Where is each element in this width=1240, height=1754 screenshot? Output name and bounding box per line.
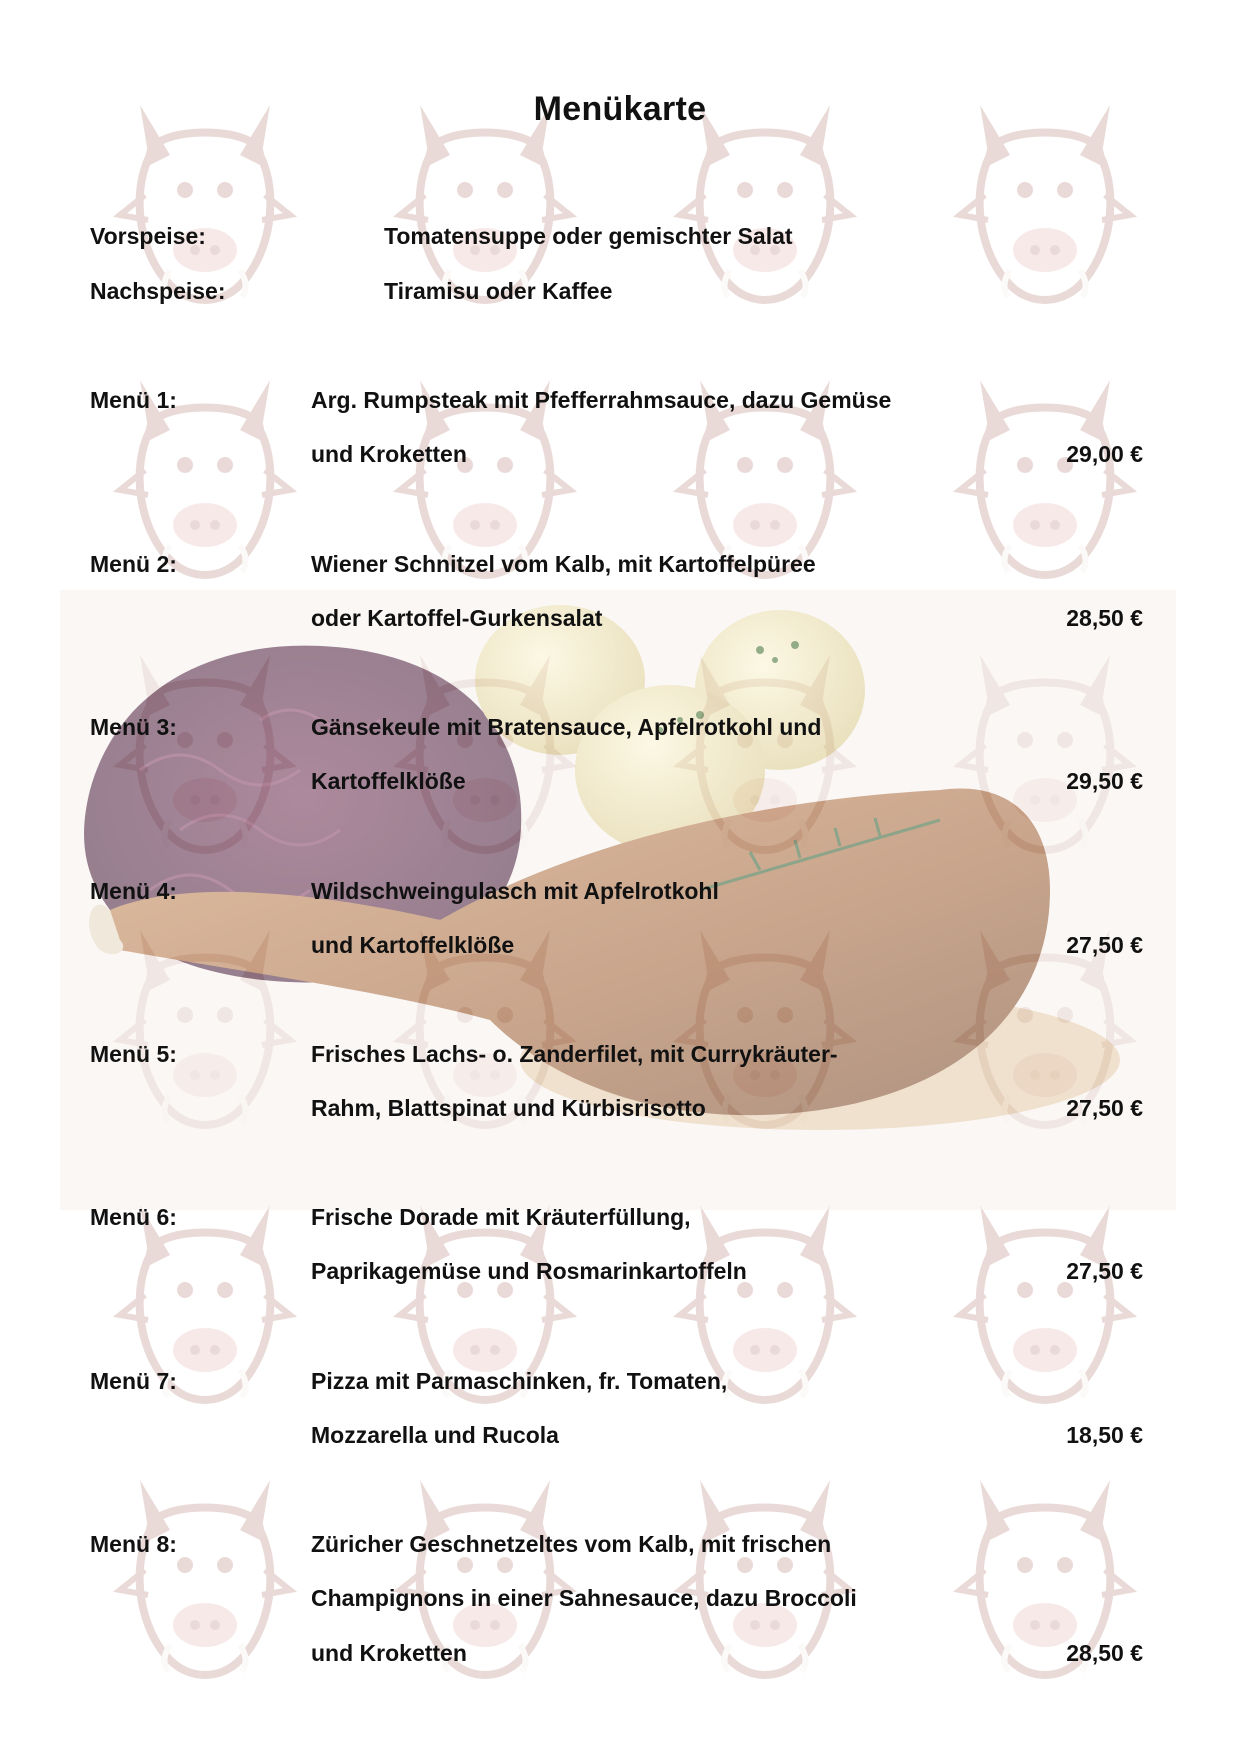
course-label-dessert: Nachspeise: <box>90 278 226 304</box>
menu-dish-line: Paprikagemüse und Rosmarinkartoffeln <box>311 1258 747 1284</box>
course-text-dessert: Tiramisu oder Kaffee <box>384 278 613 304</box>
menu-price: 29,50 € <box>1066 768 1143 794</box>
menu-label: Menü 2: <box>90 551 177 577</box>
menu-dish-line: Mozzarella und Rucola <box>311 1422 559 1448</box>
menu-label: Menü 4: <box>90 878 177 904</box>
course-text-starter: Tomatensuppe oder gemischter Salat <box>384 223 793 249</box>
menu-label: Menü 7: <box>90 1368 177 1394</box>
page-title: Menükarte <box>533 90 707 128</box>
menu-dish-line: Kartoffelklöße <box>311 768 466 794</box>
menu-label: Menü 6: <box>90 1204 177 1230</box>
menu-price: 18,50 € <box>1066 1422 1143 1448</box>
menu-label: Menü 5: <box>90 1041 177 1067</box>
menu-dish-line: Wildschweingulasch mit Apfelrotkohl <box>311 878 719 904</box>
menu-dish-line: und Kroketten <box>311 1640 467 1666</box>
menu-label: Menü 1: <box>90 387 177 413</box>
menu-dish-line: Frisches Lachs- o. Zanderfilet, mit Currykräuter- <box>311 1041 838 1067</box>
course-label-starter: Vorspeise: <box>90 223 206 249</box>
menu-label: Menü 8: <box>90 1531 177 1557</box>
menu-dish-line: Pizza mit Parmaschinken, fr. Tomaten, <box>311 1368 728 1394</box>
menu-price: 27,50 € <box>1066 1095 1143 1121</box>
menu-price: 29,00 € <box>1066 441 1143 467</box>
menu-dish-line: Champignons in einer Sahnesauce, dazu Broccoli <box>311 1585 857 1611</box>
menu-price: 28,50 € <box>1066 605 1143 631</box>
menu-dish-line: Wiener Schnitzel vom Kalb, mit Kartoffelpüree <box>311 551 816 577</box>
menu-dish-line: Frische Dorade mit Kräuterfüllung, <box>311 1204 691 1230</box>
menu-dish-line: Rahm, Blattspinat und Kürbisrisotto <box>311 1095 706 1121</box>
menu-dish-line: und Kartoffelklöße <box>311 932 515 958</box>
menu-dish-line: Gänsekeule mit Bratensauce, Apfelrotkohl und <box>311 714 822 740</box>
menu-dish-line: und Kroketten <box>311 441 467 467</box>
menu-dish-line: Arg. Rumpsteak mit Pfefferrahmsauce, dazu Gemüse <box>311 387 892 413</box>
menu-price: 28,50 € <box>1066 1640 1143 1666</box>
menu-price: 27,50 € <box>1066 932 1143 958</box>
menu-price: 27,50 € <box>1066 1258 1143 1284</box>
menu-dish-line: oder Kartoffel-Gurkensalat <box>311 605 603 631</box>
menu-dish-line: Züricher Geschnetzeltes vom Kalb, mit frischen <box>311 1531 832 1557</box>
menu-label: Menü 3: <box>90 714 177 740</box>
